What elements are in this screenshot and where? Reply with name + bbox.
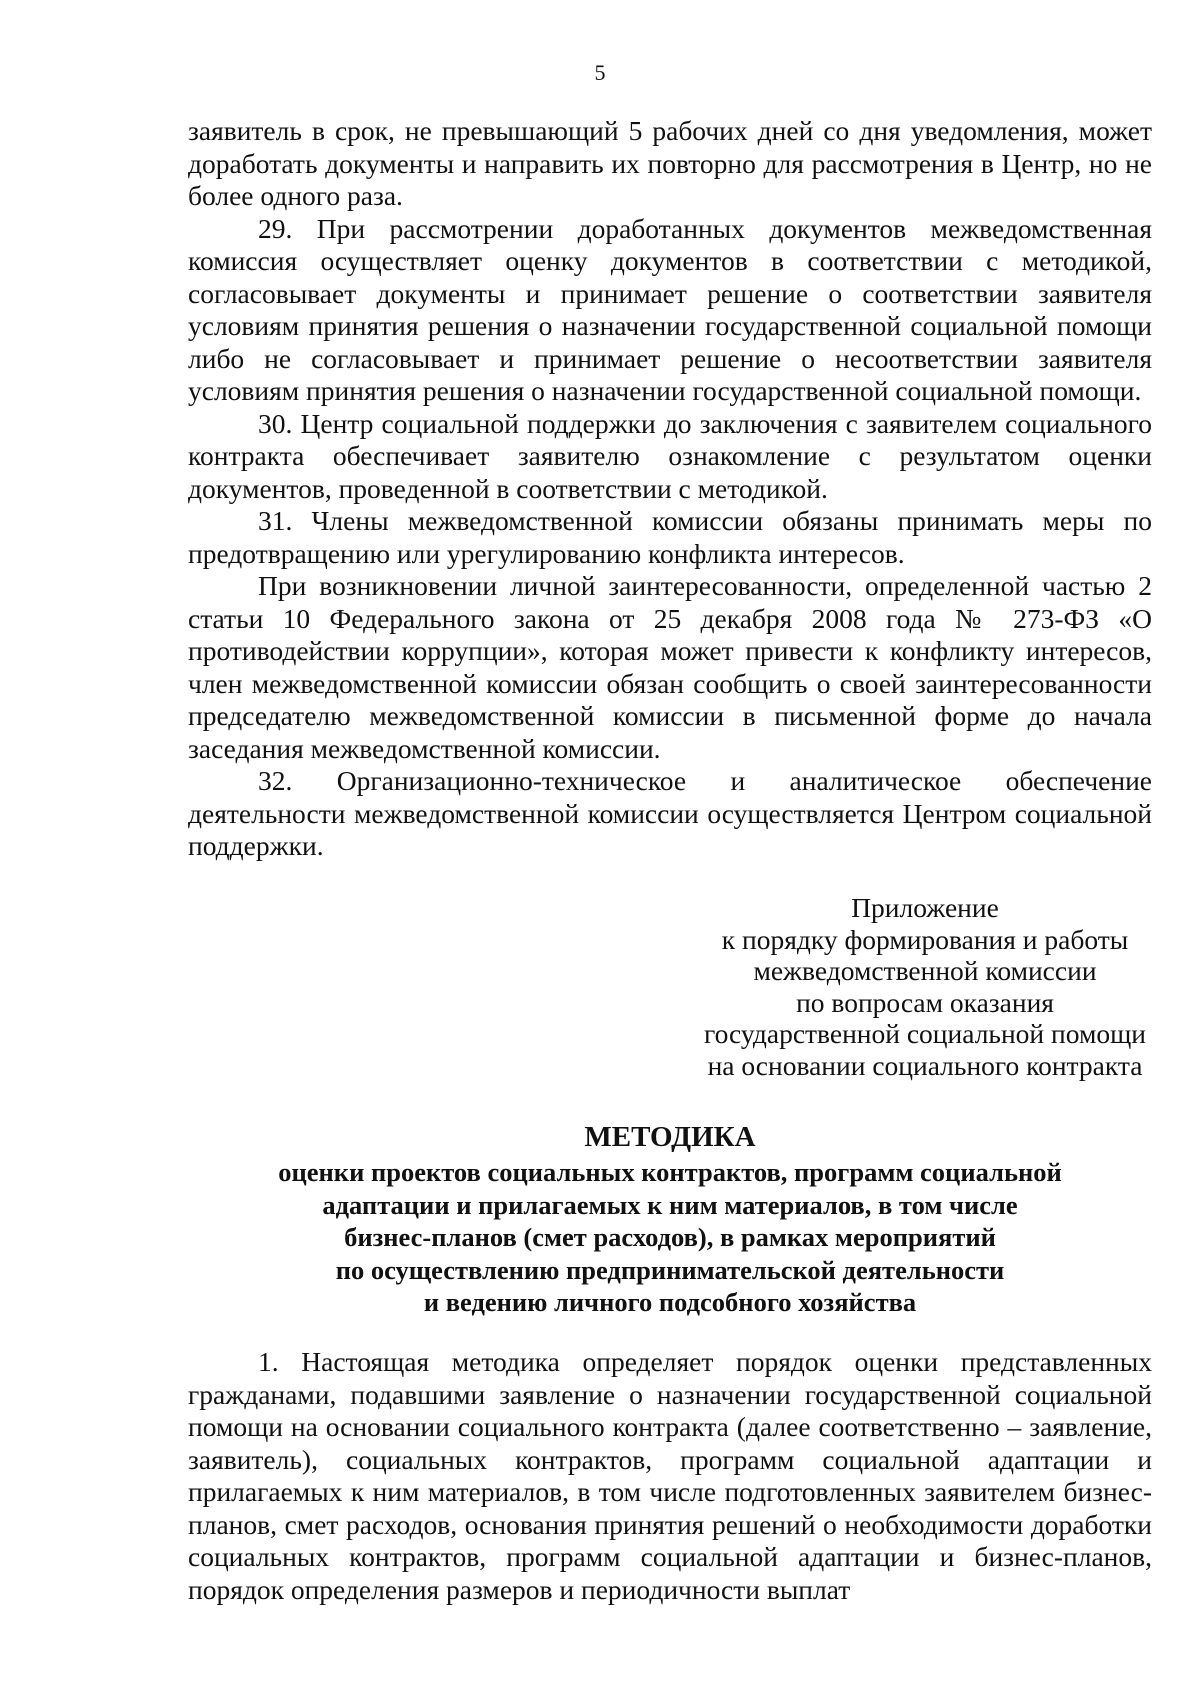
paragraph-31: 31. Члены межведомственной комиссии обязаны принимать меры по предотвращению или урегулированию конфликта интересов.: [188, 505, 1152, 569]
appendix-line: Приложение: [851, 892, 999, 923]
methodology-title: МЕТОДИКА: [584, 1121, 756, 1153]
paragraph-continuation: заявитель в срок, не превышающий 5 рабочих дней со дня уведомления, может доработать документы и направить их повторно для рассмотрения в Центр, но не более одного раза.: [188, 115, 1152, 211]
methodology-subtitle: [150, 1156, 1190, 1319]
methodology-subtitle-line: бизнес-планов (смет расходов), в рамках мероприятий: [344, 1222, 996, 1252]
page-number: 5: [594, 60, 606, 85]
methodology-subtitle-line: по осуществлению предпринимательской деятельности: [335, 1254, 1005, 1285]
paragraph-29: 29. При рассмотрении доработанных документов межведомственная комиссия осуществляет оценку документов в соответствии с методикой, согласовывает документы и принимает решение о соответствии заявителя условиям принятия решения о назначении государственной социальной помощи либо не согласовывает и принимает решение о несоответствии заявителя условиям принятия решения о назначении государственной социальной помощи.: [188, 212, 1152, 406]
paragraph-conflict-of-interest: При возникновении личной заинтересованности, определенной частью 2 статьи 10 Федерального закона от 25 декабря 2008 года № 273-ФЗ «О противодействии коррупции», которая может привести к конфликту интересов, член межведомственной комиссии обязан сообщить о своей заинтересованности председателю межведомственной комиссии в письменной форме до начала заседания межведомственной комиссии.: [188, 570, 1152, 764]
methodology-paragraph-1: 1. Настоящая методика определяет порядок оценки представленных гражданами, подавшими заявление о назначении государственной социальной помощи на основании социального контракта (далее соответственно – заявление, заявитель), социальных контрактов, программ социальной адаптации и прилагаемых к ним материалов, в том числе подготовленных заявителем бизнес-планов, смет расходов, основания принятия решений о необходимости доработки социальных контрактов, программ социальной адаптации и бизнес-планов, порядок определения размеров и периодичности выплат: [188, 1346, 1152, 1605]
appendix-line: к порядку формирования и работы: [721, 923, 1129, 955]
methodology-subtitle-line: оценки проектов социальных контрактов, программ социальной: [278, 1157, 1062, 1187]
paragraph-32: 32. Организационно-техническое и аналитическое обеспечение деятельности межведомственной комиссии осуществляется Центром социальной поддержки.: [188, 765, 1152, 861]
body-text-top: [188, 115, 1152, 863]
paragraph-30: 30. Центр социальной поддержки до заключения с заявителем социального контракта обеспечивает заявителю ознакомление с результатом оценки документов, проведенной в соответствии с методикой.: [188, 407, 1152, 504]
appendix-line: по вопросам оказания: [796, 986, 1054, 1018]
appendix-header: [680, 892, 1170, 1081]
methodology-subtitle-line: и ведению личного подсобного хозяйства: [423, 1287, 917, 1317]
appendix-line: межведомственной комиссии: [753, 955, 1097, 986]
body-text-methodology: [188, 1346, 1152, 1606]
appendix-line: государственной социальной помощи: [703, 1018, 1146, 1049]
appendix-line: на основании социального контракта: [707, 1049, 1143, 1081]
methodology-subtitle-line: адаптации и прилагаемых к ним материалов, в том числе: [322, 1189, 1018, 1220]
